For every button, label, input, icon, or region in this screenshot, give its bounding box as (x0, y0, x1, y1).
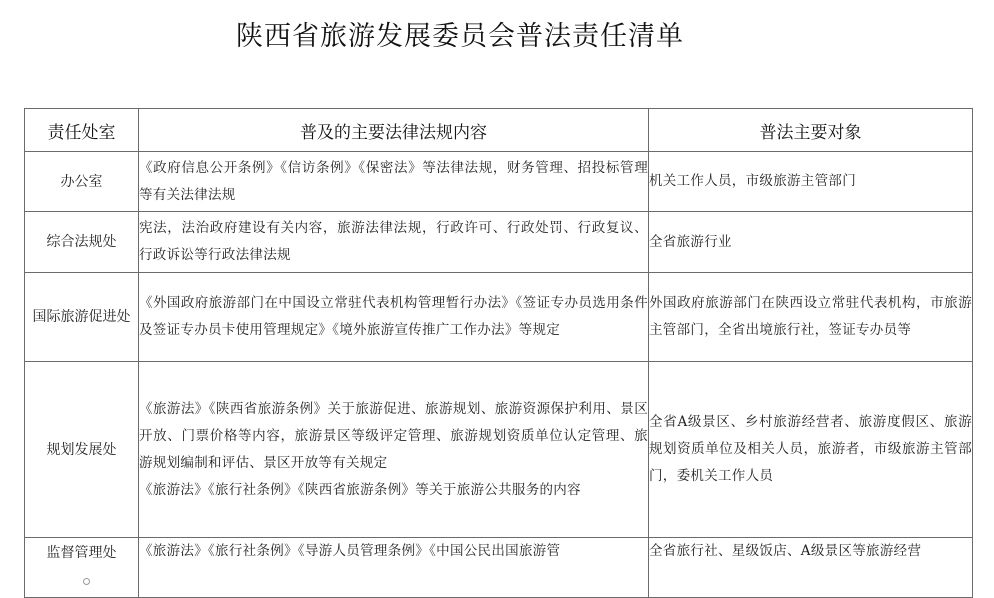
target-cell: 外国政府旅游部门在陕西设立常驻代表机构，市旅游主管部门，全省出境旅行社，签证专办员等 (649, 273, 973, 362)
table-row (25, 273, 973, 362)
content-paragraph: 《旅游法》《旅行社条例》《陕西省旅游条例》等关于旅游公共服务的内容 (139, 481, 581, 498)
content-paragraph: 《旅游法》《陕西省旅游条例》关于旅游促进、旅游规划、旅游资源保护利用、景区开放、门票价格等内容，旅游景区等级评定管理、旅游规划资质单位认定管理、旅游规划编制和评估、景区开放等有关规定 (139, 400, 648, 471)
page-title: 陕西省旅游发展委员会普法责任清单 (236, 21, 684, 52)
dept-cell: 办公室 (25, 152, 139, 212)
dept-cell: 国际旅游促进处 (25, 273, 139, 362)
table-header-row (25, 109, 973, 152)
target-cell: 全省A级景区、乡村旅游经营者、旅游度假区、旅游规划资质单位及相关人员，旅游者，市级旅游主管部门，委机关工作人员 (649, 362, 973, 538)
header-dept: 责任处室 (25, 109, 139, 152)
table-row (25, 212, 973, 273)
responsibility-table (24, 108, 973, 598)
table-row (25, 152, 973, 212)
dept-cell: 监督管理处 (25, 538, 139, 598)
header-content: 普及的主要法律法规内容 (139, 109, 649, 152)
table-row (25, 538, 973, 598)
dept-cell: 规划发展处 (25, 362, 139, 538)
content-cell: 《外国政府旅游部门在中国设立常驻代表机构管理暂行办法》《签证专办员选用条件及签证专办员卡使用管理规定》《境外旅游宣传推广工作办法》等规定 (139, 273, 649, 362)
target-cell: 机关工作人员，市级旅游主管部门 (649, 152, 973, 212)
dept-cell: 综合法规处 (25, 212, 139, 273)
content-cell: 《政府信息公开条例》《信访条例》《保密法》等法律法规，财务管理、招投标管理等有关法律法规 (139, 152, 649, 212)
header-target: 普法主要对象 (649, 109, 973, 152)
content-cell (139, 362, 649, 538)
content-cell: 《旅游法》《旅行社条例》《导游人员管理条例》《中国公民出国旅游管 (139, 538, 649, 598)
bullet-mark (83, 578, 90, 585)
table-row (25, 362, 973, 538)
target-cell: 全省旅游行业 (649, 212, 973, 273)
content-cell: 宪法，法治政府建设有关内容，旅游法律法规，行政许可、行政处罚、行政复议、行政诉讼等行政法律法规 (139, 212, 649, 273)
target-cell: 全省旅行社、星级饭店、A级景区等旅游经营 (649, 538, 973, 598)
